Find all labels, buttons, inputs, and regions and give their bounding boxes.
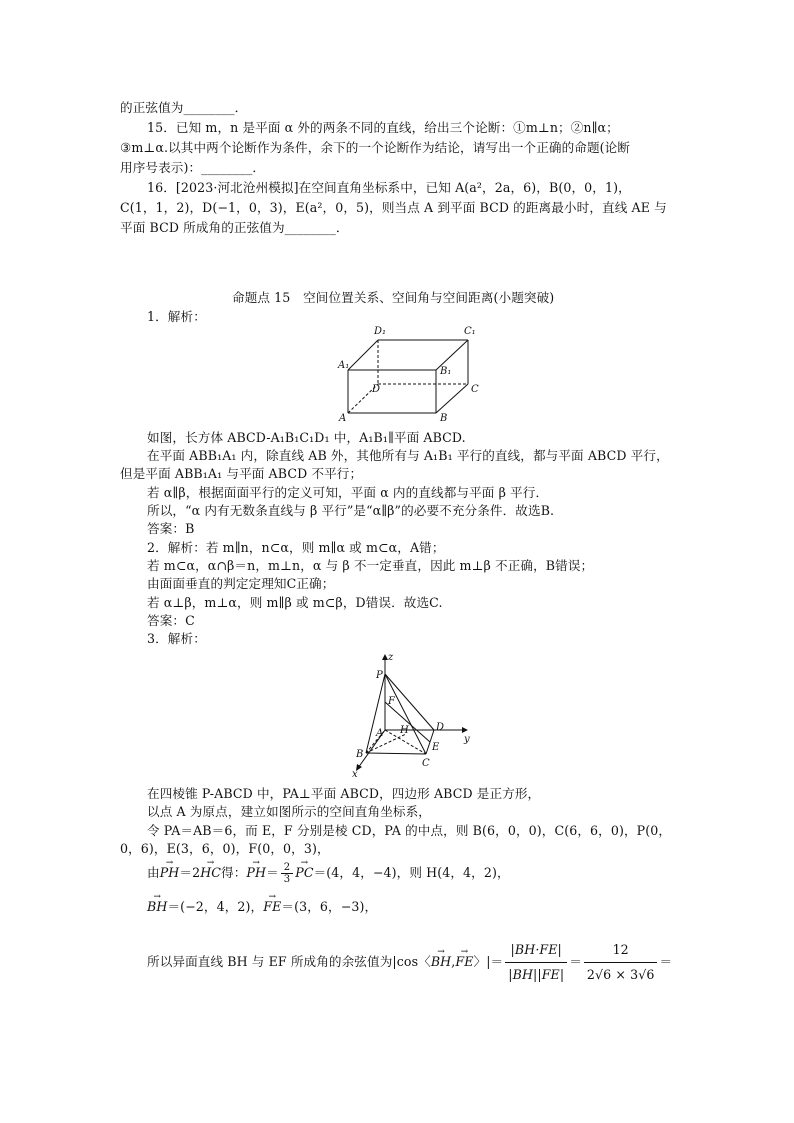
- problem-16-line-3: 平面 BCD 所成角的正弦值为________．: [120, 220, 349, 235]
- q3-line-1: 在四棱锥 P-ABCD 中，PA⊥平面 ABCD，四边形 ABCD 是正方形，: [147, 786, 541, 801]
- label-p: P: [376, 670, 383, 681]
- vector-bh: → BH: [147, 898, 167, 916]
- label-x: x: [352, 769, 358, 778]
- q1-line-4: 若 α∥β，根据面面平行的定义可知，平面 α 内的直线都与平面 β 平行．: [147, 485, 549, 500]
- vector-fe: → FE: [263, 898, 281, 916]
- label-a: A: [339, 413, 347, 424]
- edge-a1d1: [348, 340, 378, 370]
- edge-bc: [436, 384, 468, 413]
- label-b1: B₁: [440, 366, 452, 377]
- vector-hc: → HC: [200, 863, 221, 883]
- q2-line-3: 由面面垂直的判定定理知C正确；: [147, 576, 335, 591]
- edge-bc: [366, 753, 426, 754]
- label-c: C: [422, 758, 430, 769]
- vector-bh-cos: → BH: [431, 952, 451, 972]
- problem-15-line-3: 用序号表示)：________．: [120, 160, 266, 175]
- segment-fe: [385, 702, 430, 742]
- q3-equation-vectors: → BH＝(−2，4，2)，→ FE＝(3，6，−3)，: [147, 898, 377, 916]
- figure-pyramid: [340, 646, 480, 778]
- segment-bh: [366, 734, 406, 753]
- vector-ph-2: → PH: [246, 863, 266, 883]
- q3-equation-cosine: 所以异面直线 BH 与 EF 所成角的余弦值为|cos〈→ BH,→ FE〉|＝ $\frac{|BH\cdot FE|}{|BH||FE|}$ ＝ $\frac{12}{2√6 \times 3√6}$ ＝: [147, 938, 672, 987]
- q3-line-2: 以点 A 为原点，建立如图所示的空间直角坐标系，: [147, 804, 431, 819]
- q3-heading: 3．解析：: [147, 631, 206, 646]
- label-f: F: [388, 696, 395, 707]
- label-d: D: [436, 722, 445, 733]
- label-b: B: [356, 749, 364, 760]
- label-c: C: [471, 384, 479, 395]
- problem-15-line-2: ③m⊥α.以其中两个论断作为条件，余下的一个论断作为结论，请写出一个正确的命题(论断: [120, 140, 631, 155]
- q2-answer: 答案：C: [147, 613, 195, 628]
- label-a1: A₁: [338, 360, 350, 371]
- label-e: E: [432, 742, 440, 753]
- problem-15-line-1: 15．已知 m，n 是平面 α 外的两条不同的直线，给出三个论断：①m⊥n；②n∥α；: [147, 120, 619, 135]
- label-c1: C₁: [464, 326, 476, 337]
- q1-line-2: 在平面 ABB₁A₁ 内，除直线 AB 外，其他所有与 A₁B₁ 平行的直线，都与平面 ABCD 平行，: [147, 448, 669, 463]
- q2-line-4: 若 α⊥β，m⊥α，则 m∥β 或 m⊂β，D错误．故选C.: [147, 595, 443, 610]
- fraction-two-thirds: $\frac{2}{3}$: [281, 862, 293, 885]
- vector-pc: → PC: [295, 863, 313, 883]
- label-y: y: [464, 734, 470, 745]
- vector-ph: → PH: [160, 863, 180, 883]
- line-top-0: 的正弦值为________．: [120, 100, 248, 115]
- figure-cuboid: [336, 322, 496, 424]
- q2-line-1: 2．解析：若 m∥n，n⊂α，则 m∥α 或 m⊂α，A错；: [147, 540, 445, 555]
- problem-16-line-2: C(1，1，2)，D(−1，0，3)，E(a²，0，5)，则当点 A 到平面 BCD 的距离最小时，直线 AE 与: [120, 200, 667, 215]
- label-d: D: [372, 384, 381, 395]
- label-a: A: [376, 728, 384, 739]
- q2-line-2: 若 m⊂α，α∩β＝n，m⊥n，α 与 β 不一定垂直，因此 m⊥β 不正确，B错误；: [147, 558, 594, 573]
- label-h: H: [400, 725, 409, 736]
- label-b: B: [440, 413, 448, 424]
- q3-line-4: 0，6)，E(3，6，0)，F(0，0，3)，: [120, 841, 330, 856]
- q1-line-3: 但是平面 ABB₁A₁ 与平面 ABCD 不平行；: [120, 466, 363, 481]
- fraction-cosine-value: $\frac{12}{2√6 \times 3√6}$: [584, 938, 658, 987]
- q3-equation-ph: 由→ PH＝2→ HC得：→ PH＝ $\frac{2}{3}$ → PC＝(4，4，−4)，则 H(4，4，2)，: [147, 862, 510, 885]
- label-z: z: [388, 652, 394, 663]
- vector-fe-cos: → FE: [455, 952, 473, 972]
- arrow-y: [462, 727, 468, 733]
- label-d1: D₁: [374, 326, 387, 337]
- q1-answer: 答案：B: [147, 521, 195, 536]
- section-title: 命题点 15 空间位置关系、空间角与空间距离(小题突破): [232, 290, 555, 305]
- problem-16-line-1: 16．[2023·河北沧州模拟]在空间直角坐标系中，已知 A(a²，2a，6)，B(0，0，1)，: [147, 180, 631, 195]
- q1-line-1: 如图，长方体 ABCD-A₁B₁C₁D₁ 中，A₁B₁∥平面 ABCD.: [147, 430, 466, 445]
- fraction-cosine-formula: $\frac{|BH\cdot FE|}{|BH||FE|}$: [505, 938, 567, 987]
- q1-line-5: 所以，“α 内有无数条直线与 β 平行”是“α∥β”的必要不充分条件．故选B.: [147, 503, 555, 518]
- q3-line-3: 令 PA＝AB＝6，而 E，F 分别是棱 CD，PA 的中点，则 B(6，0，0)，C(6，6，0)，P(0，: [147, 823, 672, 838]
- q1-heading: 1．解析：: [147, 309, 206, 324]
